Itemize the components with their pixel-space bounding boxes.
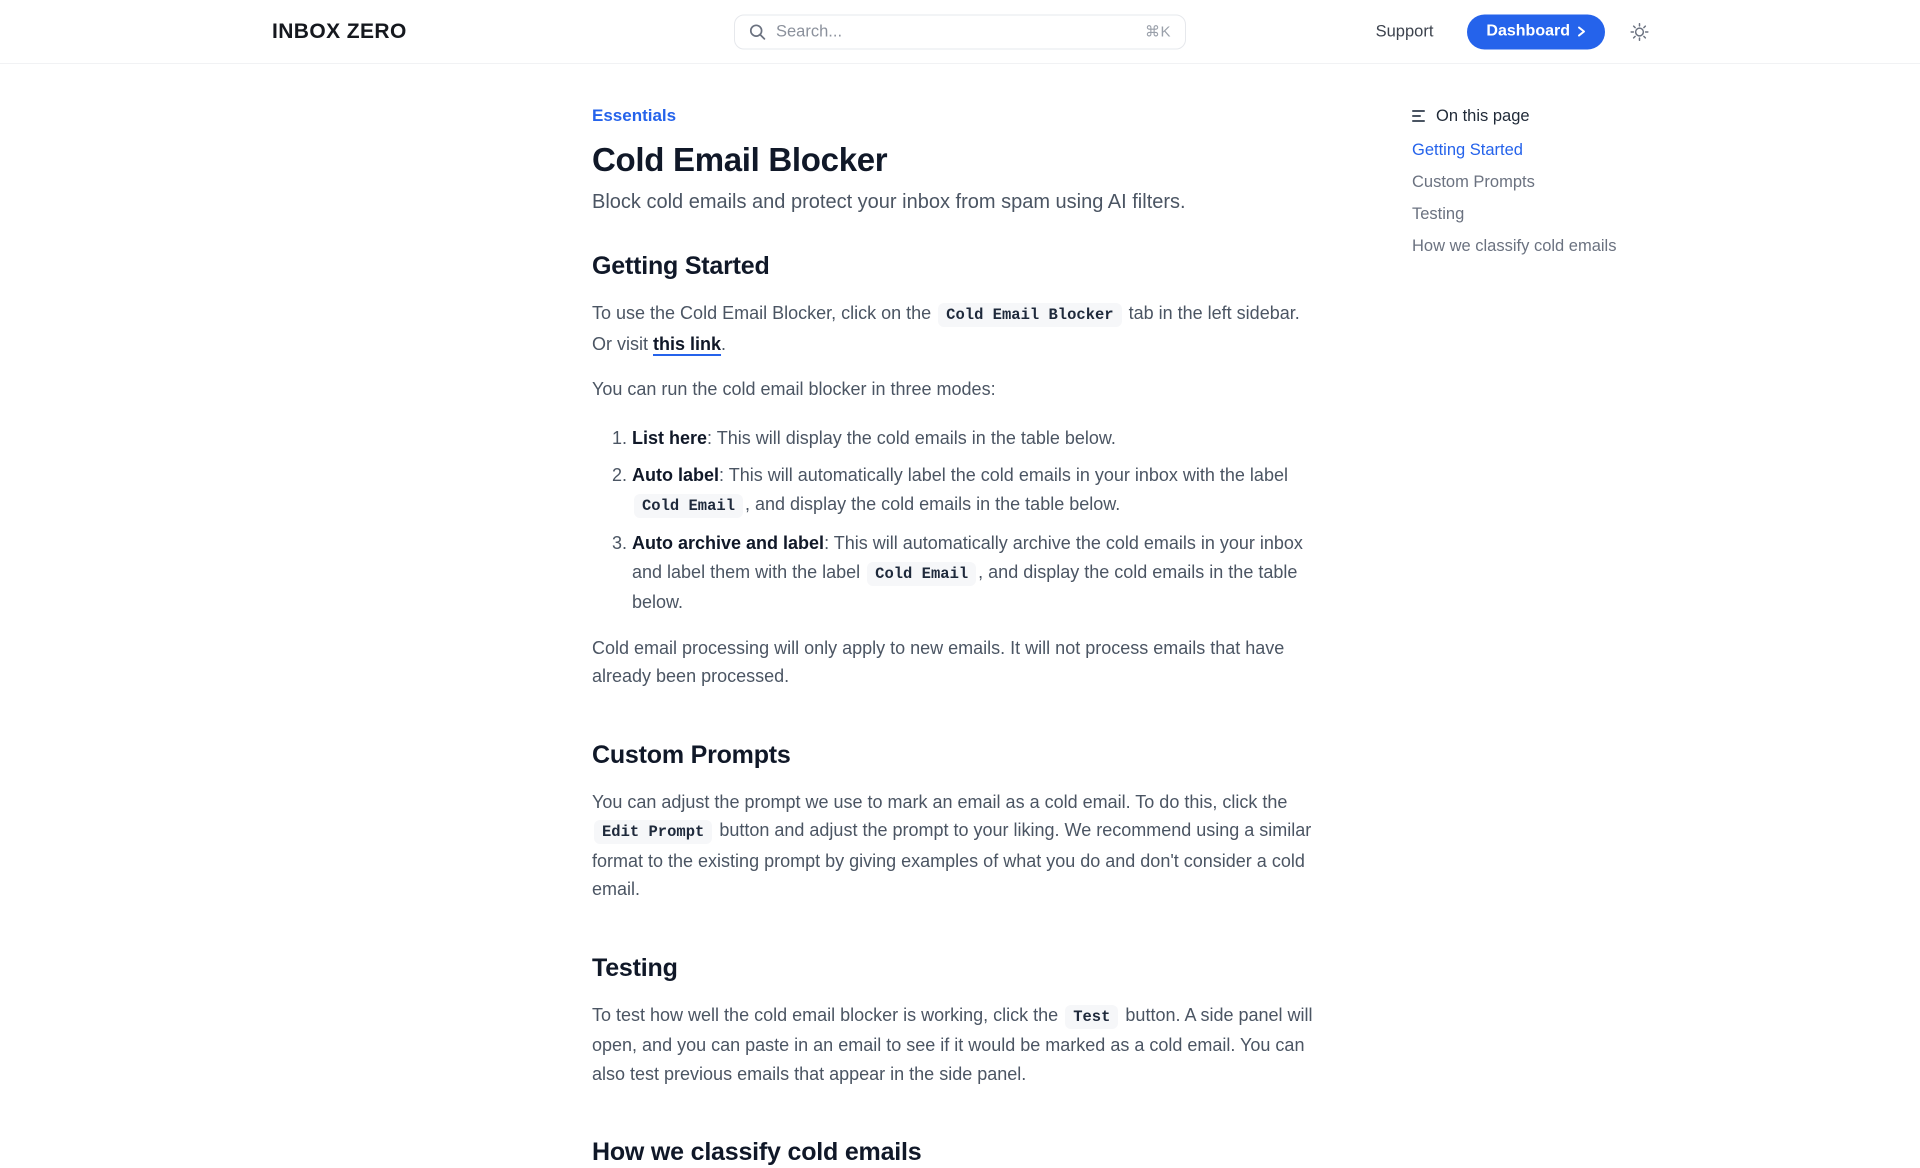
toc-items <box>1412 134 1672 262</box>
search-placeholder: Search... <box>776 22 843 40</box>
paragraph <box>592 788 1318 904</box>
search-icon <box>749 23 766 40</box>
inline-code: Cold Email Blocker <box>938 303 1121 327</box>
text: You can run the cold email blocker in three modes: <box>592 379 996 399</box>
text: , and display the cold emails in the table below. <box>632 561 1298 612</box>
section-getting-started <box>592 250 1318 691</box>
text: : This will display the cold emails in the table below. <box>707 427 1116 448</box>
modes-list <box>592 424 1318 617</box>
text: button. A side panel will open, and you can paste in an email to see if it would be marked as a cold email. You can also test previous emails that appear in the side panel. <box>592 1004 1313 1084</box>
section-heading: Getting Started <box>592 252 770 280</box>
text: : This will automatically archive the cold emails in your inbox and label them with the label <box>632 533 1303 582</box>
toc-header <box>1412 104 1672 128</box>
page-subtitle: Block cold emails and protect your inbox from spam using AI filters. <box>592 191 1186 213</box>
page-title: Cold Email Blocker <box>592 141 888 178</box>
top-navbar <box>0 0 1920 64</box>
toc-item[interactable]: Testing <box>1412 205 1465 223</box>
dashboard-button-label: Dashboard <box>1486 22 1570 40</box>
list-item <box>632 424 1318 453</box>
inline-code: Edit Prompt <box>594 820 712 844</box>
bold-text: List here <box>632 427 708 448</box>
text: button and adjust the prompt to your liking. We recommend using a similar format to the existing prompt by giving examples of what you do and don't consider a cold email. <box>592 820 1312 899</box>
paragraph <box>592 1001 1318 1089</box>
on-this-page-panel <box>1412 64 1672 262</box>
header-nav <box>1376 14 1650 49</box>
section-heading: How we classify cold emails <box>592 1138 922 1166</box>
inline-link[interactable]: this link <box>653 333 722 354</box>
toc-label: On this page <box>1436 107 1530 125</box>
bold-text: Auto archive and label <box>632 533 825 553</box>
inline-code: Test <box>1065 1005 1118 1029</box>
section-heading: Custom Prompts <box>592 740 791 769</box>
article <box>592 64 1318 1168</box>
support-link[interactable]: Support <box>1375 22 1434 40</box>
section-custom-prompts <box>592 739 1318 904</box>
theme-toggle-sun-icon[interactable] <box>1629 21 1650 42</box>
paragraph <box>592 634 1318 691</box>
list-item <box>632 461 1318 520</box>
article-sections <box>592 250 1318 1168</box>
search-input[interactable] <box>734 14 1186 49</box>
logo[interactable]: INBOX ZERO <box>272 19 407 43</box>
chevron-right-icon <box>1577 26 1586 38</box>
section-testing <box>592 952 1318 1089</box>
section-how-we-classify-cold-emails <box>592 1136 1318 1168</box>
text: tab in the left sidebar. Or visit <box>592 303 1300 354</box>
page-body <box>0 64 1920 1168</box>
list-item <box>632 529 1318 617</box>
bold-text: Auto label <box>632 465 720 485</box>
dashboard-button[interactable] <box>1467 14 1605 49</box>
text: Cold email processing will only apply to new emails. It will not process emails that have already been processed. <box>592 637 1285 686</box>
toc-item[interactable]: Custom Prompts <box>1412 173 1535 191</box>
toc-item[interactable]: Getting Started <box>1412 141 1523 159</box>
text: You can adjust the prompt we use to mark an email as a cold email. To do this, click the <box>592 791 1288 812</box>
text: , and display the cold emails in the table below. <box>745 493 1121 514</box>
text: To test how well the cold email blocker is working, click the <box>592 1004 1064 1025</box>
toc-list-icon <box>1412 110 1426 122</box>
section-heading: Testing <box>592 953 678 982</box>
text: : This will automatically label the cold emails in your inbox with the label <box>719 465 1288 485</box>
text: To use the Cold Email Blocker, click on the <box>592 303 937 323</box>
paragraph <box>592 375 1318 404</box>
paragraph <box>592 299 1318 358</box>
breadcrumb-category[interactable]: Essentials <box>592 106 677 125</box>
text: . <box>721 333 727 354</box>
search-shortcut-badge: ⌘K <box>1144 23 1171 41</box>
toc-item[interactable]: How we classify cold emails <box>1412 237 1617 255</box>
inline-code: Cold Email <box>634 494 743 518</box>
inline-code: Cold Email <box>867 562 976 586</box>
